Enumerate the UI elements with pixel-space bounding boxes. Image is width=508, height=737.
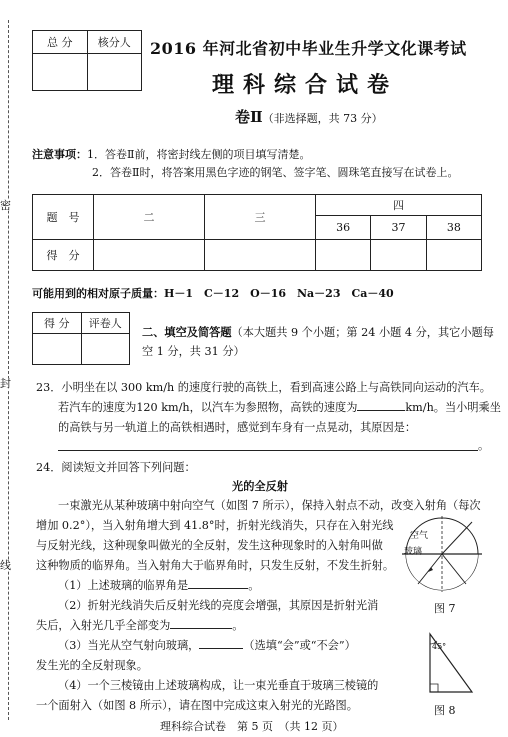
total-score-box xyxy=(32,30,142,91)
section-score-label: 得 分 xyxy=(33,313,82,334)
total-score-label: 总 分 xyxy=(33,31,88,54)
q24-s1-end: 。 xyxy=(248,579,260,592)
q24-blank-reflected[interactable] xyxy=(170,616,232,629)
checker-label: 核分人 xyxy=(87,31,142,54)
q24-intro: 24．阅读短文并回答下列问题： xyxy=(36,461,196,474)
score-cell-three[interactable] xyxy=(205,240,316,271)
section-three-header: 三 xyxy=(205,195,316,240)
fig7-glass-label: 玻璃 xyxy=(404,547,423,557)
q23-blank-reason[interactable] xyxy=(58,450,478,451)
figure-8-prism xyxy=(424,630,474,698)
fig8-angle-label: 45° xyxy=(432,642,447,651)
paper-note: （非选择题，共 73 分） xyxy=(262,112,383,125)
q24-blank-will[interactable] xyxy=(199,636,243,649)
page-footer: 理科综合试卷 第 5 页 （共 12 页） xyxy=(160,720,344,733)
section-heading xyxy=(142,322,494,343)
q24-s1-text: （1）上述玻璃的临界角是 xyxy=(58,579,189,592)
paper-title xyxy=(235,106,383,127)
section-two-header: 二 xyxy=(94,195,205,240)
binding-line xyxy=(8,20,9,720)
section-grader-cell[interactable] xyxy=(81,334,130,365)
article-p1: 一束激光从某种玻璃中射向空气（如图 7 所示），保持入射点不动，改变入射角（每次 xyxy=(58,499,481,512)
notice xyxy=(32,146,310,163)
section-four-header: 四 xyxy=(316,195,482,216)
q24-s2a: （2）折射光线消失后反射光线的亮度会增强，其原因是折射光消 xyxy=(58,599,379,612)
score-row-label: 得 分 xyxy=(33,240,94,271)
q38-header: 38 xyxy=(426,216,481,240)
side-mi: 密 xyxy=(0,199,11,212)
article-p4: 这种物质的临界角。当入射角大于临界角时，只发生反射，不发生折射。 xyxy=(36,559,395,572)
article-p3: 与反射光线，这种现象叫做光的全反射，发生这种现象时的入射角叫做 xyxy=(36,539,383,552)
q24-s2-end: 。 xyxy=(232,619,244,632)
total-score-cell[interactable] xyxy=(33,54,88,91)
q23-line-1: 23．小明坐在以 300 km/h 的速度行驶的高铁上，看到高速公路上与高铁同向运动的汽车。 xyxy=(36,381,491,394)
article-title: 光的全反射 xyxy=(232,479,288,493)
section-score-box xyxy=(32,312,130,365)
section-desc-1: （本大题共 9 个小题；第 24 小题 4 分，其它小题每 xyxy=(231,326,494,339)
q24-s3a-text: （3）当光从空气射向玻璃， xyxy=(58,639,200,652)
article-p2: 增加 0.2°），当入射角增大到 41.8°时，折射光线消失，只存在入射光线 xyxy=(36,519,394,532)
paper-name: 卷Ⅱ xyxy=(235,108,263,126)
notice-item-1: 1．答卷Ⅱ前，将密封线左侧的项目填写清楚。 xyxy=(87,148,311,161)
q23-end: 。 xyxy=(478,439,490,452)
score-cell-38[interactable] xyxy=(426,240,481,271)
question-number-label: 题 号 xyxy=(33,195,94,240)
q24-s2b xyxy=(36,616,243,636)
fig8-caption: 图 8 xyxy=(434,704,456,717)
q36-header: 36 xyxy=(316,216,371,240)
section-grader-label: 评卷人 xyxy=(81,313,130,334)
section-score-cell[interactable] xyxy=(33,334,82,365)
q23-blank-speed[interactable] xyxy=(357,398,405,411)
q24-s2b-text: 失后，入射光几乎全部变为 xyxy=(36,619,171,632)
section-desc-2: 空 1 分，共 31 分） xyxy=(142,345,245,358)
score-cell-two[interactable] xyxy=(94,240,205,271)
section-heading-title: 二、填空及简答题 xyxy=(142,325,232,339)
exam-title: 2016 年河北省初中毕业生升学文化课考试 xyxy=(150,39,467,58)
q23-line-2a: 若汽车的速度为120 km/h，以汽车为参照物，高铁的速度为 xyxy=(58,401,358,414)
q23-line-2 xyxy=(58,398,501,418)
q24-s3b-text: （选填“会”或“不会”） xyxy=(243,639,356,652)
score-cell-36[interactable] xyxy=(316,240,371,271)
atomic-mass-line: 可能用到的相对原子质量：H－1 C－12 O－16 Na－23 Ca－40 xyxy=(32,287,394,300)
q37-header: 37 xyxy=(371,216,426,240)
score-cell-37[interactable] xyxy=(371,240,426,271)
notice-label: 注意事项： xyxy=(32,148,87,161)
side-xian: 线 xyxy=(0,559,11,572)
q24-blank-critical-angle[interactable] xyxy=(188,576,248,589)
checker-cell[interactable] xyxy=(87,54,142,91)
q24-s3c: 发生光的全反射现象。 xyxy=(36,659,148,672)
fig7-caption: 图 7 xyxy=(434,602,456,615)
q24-s3a xyxy=(58,636,356,656)
notice-item-2: 2．答卷Ⅱ时，将答案用黑色字迹的钢笔、签字笔、圆珠笔直接写在试卷上。 xyxy=(92,166,459,179)
side-feng: 封 xyxy=(0,377,11,390)
q24-s1 xyxy=(58,576,259,596)
q23-line-2b: km/h。当小明乘坐 xyxy=(405,401,501,414)
fig7-air-label: 空气 xyxy=(410,531,429,541)
q24-s4a: （4）一个三棱镜由上述玻璃构成，让一束光垂直于玻璃三棱镜的 xyxy=(58,679,379,692)
q24-s4b: 一个面射入（如图 8 所示），请在图中完成这束入射光的光路图。 xyxy=(36,699,358,712)
grade-table xyxy=(32,194,482,271)
subject-title: 理科综合试卷 xyxy=(212,72,399,98)
q23-line-3: 的高铁与另一轨道上的高铁相遇时，感觉到车身有一点晃动，其原因是： xyxy=(58,421,417,434)
